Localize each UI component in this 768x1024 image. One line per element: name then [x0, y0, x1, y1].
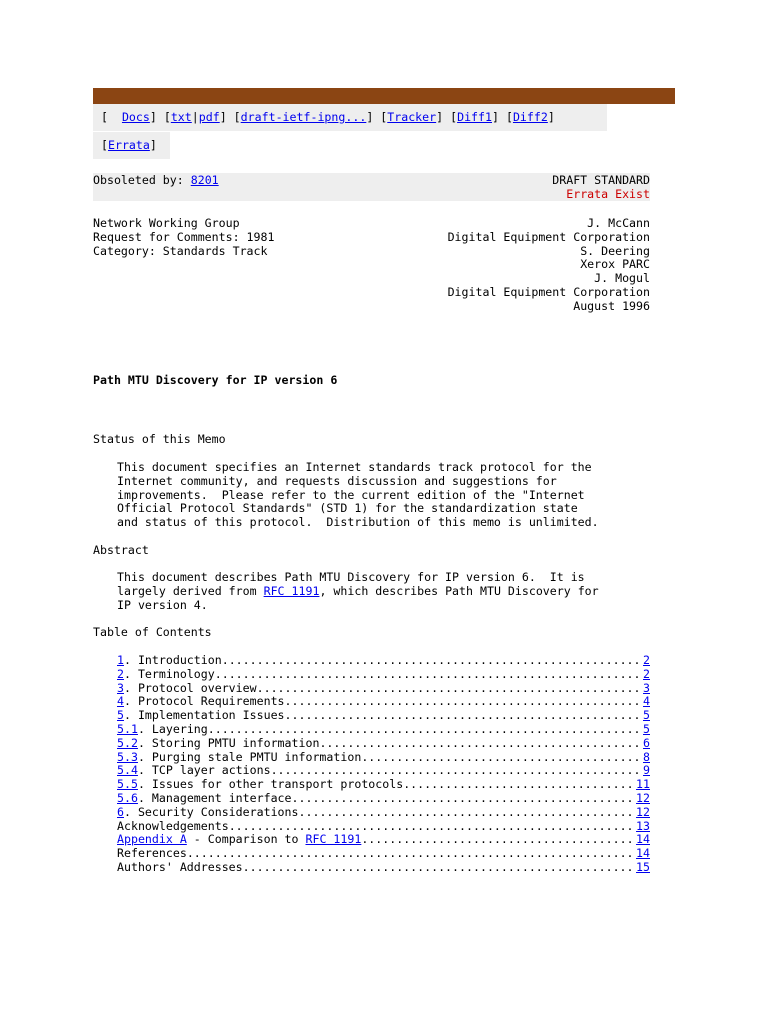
- toc-page-link[interactable]: 14: [636, 832, 650, 847]
- toc-num-link[interactable]: 5.6: [117, 790, 138, 805]
- diff1-link[interactable]: Diff1: [457, 110, 492, 124]
- toc-page-link[interactable]: 12: [636, 804, 650, 819]
- toc-page-link[interactable]: 2: [643, 653, 650, 667]
- status-line-1: This document specifies an Internet standards track protocol for the: [117, 460, 592, 474]
- toc-num-link[interactable]: 5: [117, 708, 124, 723]
- author-3: J. Mogul: [594, 271, 650, 286]
- obsoleted-link[interactable]: 8201: [190, 173, 219, 187]
- toc-page-link[interactable]: 14: [636, 846, 650, 861]
- abstract-line-3: IP version 4.: [117, 597, 208, 612]
- toc-row: 5.4 . TCP layer actions ..... 9: [117, 764, 650, 778]
- date: August 1996: [573, 298, 650, 313]
- affiliation-3: Digital Equipment Corporation: [447, 285, 650, 299]
- toc-num-link[interactable]: 3: [117, 680, 124, 695]
- toc-page-link[interactable]: 3: [643, 680, 650, 695]
- txt-link[interactable]: txt: [170, 110, 192, 124]
- toc-row: 5 . Implementation Issues ..... 5: [117, 709, 650, 723]
- toc-page-link[interactable]: 11: [636, 777, 650, 792]
- status-line-3: improvements. Please refer to the current edition of the "Internet: [117, 487, 585, 502]
- toc-row: Appendix A - Comparison to RFC 1191 ..... 14: [117, 833, 650, 847]
- toc-row: 6 . Security Considerations ..... 12: [117, 806, 650, 820]
- toc-row: Authors' Addresses ..... 15: [117, 861, 650, 875]
- toc-num-link[interactable]: 5.5: [117, 777, 138, 792]
- toc-row: 4 . Protocol Requirements ..... 4: [117, 695, 650, 709]
- pdf-link[interactable]: pdf: [198, 110, 220, 124]
- rfc1191-toc-link[interactable]: RFC 1191: [305, 832, 362, 847]
- status-line-5: and status of this protocol. Distribution of this memo is unlimited.: [117, 515, 599, 530]
- toc-page-link[interactable]: 15: [636, 859, 650, 874]
- status-line-4: Official Protocol Standards" (STD 1) for the standardization state: [117, 501, 578, 516]
- top-color-bar: [93, 88, 675, 104]
- toc-page-link[interactable]: 4: [643, 694, 650, 709]
- header-left-1: Network Working Group: [93, 216, 240, 230]
- errata-link[interactable]: Errata: [107, 138, 150, 152]
- abstract-heading: Abstract: [93, 543, 149, 557]
- nav-bar: [ Docs] [txt|pdf] [draft-ietf-ipng...] [Tracker] [Diff1] [Diff2]: [93, 104, 607, 131]
- page-title: Path MTU Discovery for IP version 6: [93, 373, 338, 387]
- toc-row: 5.2 . Storing PMTU information ..... 6: [117, 737, 650, 751]
- toc-row: Acknowledgements ..... 13: [117, 820, 650, 834]
- toc-num-link[interactable]: 1: [117, 653, 124, 667]
- affiliation-2: Xerox PARC: [580, 257, 650, 272]
- toc-page-link[interactable]: 5: [643, 721, 650, 736]
- toc-num-link[interactable]: 5.4: [117, 763, 138, 778]
- errata-nav: [Errata]: [93, 132, 170, 159]
- appendix-a-link[interactable]: Appendix A: [117, 832, 187, 847]
- status-heading: Status of this Memo: [93, 432, 226, 446]
- toc-row: 1 . Introduction ..... 2: [117, 654, 650, 668]
- rfc1191-link[interactable]: RFC 1191: [263, 583, 320, 598]
- toc-page-link[interactable]: 12: [636, 790, 650, 805]
- docs-link[interactable]: Docs: [121, 110, 150, 124]
- abstract-line-2: largely derived from RFC 1191, which describes Path MTU Discovery for: [117, 583, 599, 598]
- errata-exist: Errata Exist: [566, 186, 650, 201]
- abstract-line-1: This document describes Path MTU Discovery for IP version 6. It is: [117, 570, 585, 584]
- standard-status: DRAFT STANDARD: [552, 173, 650, 187]
- toc-row: 3 . Protocol overview ..... 3: [117, 682, 650, 696]
- toc-num-link[interactable]: 2: [117, 666, 124, 681]
- tracker-link[interactable]: Tracker: [387, 110, 437, 124]
- author-1: J. McCann: [587, 216, 650, 230]
- toc-num-link[interactable]: 5.2: [117, 735, 138, 750]
- toc-page-link[interactable]: 2: [643, 666, 650, 681]
- status-line-2: Internet community, and requests discussion and suggestions for: [117, 473, 557, 488]
- author-2: S. Deering: [580, 243, 650, 258]
- toc-row: 5.6 . Management interface ..... 12: [117, 792, 650, 806]
- diff2-link[interactable]: Diff2: [512, 110, 548, 124]
- toc-row: 5.1 . Layering ..... 5: [117, 723, 650, 737]
- toc-row: 5.3 . Purging stale PMTU information ..... 8: [117, 751, 650, 765]
- header-left-2: Request for Comments: 1981: [93, 229, 275, 244]
- toc-page-link[interactable]: 9: [643, 763, 650, 778]
- toc-page-link[interactable]: 13: [636, 818, 650, 833]
- toc-num-link[interactable]: 5.1: [117, 721, 138, 736]
- toc-num-link[interactable]: 4: [117, 694, 124, 709]
- toc-page-link[interactable]: 6: [643, 735, 650, 750]
- obsoleted-by: Obsoleted by: 8201: [93, 173, 219, 187]
- table-of-contents: [117, 654, 650, 875]
- toc-row: References ..... 14: [117, 847, 650, 861]
- draft-link[interactable]: draft-ietf-ipng...: [240, 110, 367, 124]
- affiliation-1: Digital Equipment Corporation: [447, 229, 650, 244]
- toc-page-link[interactable]: 5: [643, 708, 650, 723]
- toc-page-link[interactable]: 8: [643, 749, 650, 764]
- toc-row: 5.5 . Issues for other transport protocols ..... 11: [117, 778, 650, 792]
- toc-row: 2 . Terminology ..... 2: [117, 668, 650, 682]
- toc-num-link[interactable]: 6: [117, 804, 124, 819]
- toc-heading: Table of Contents: [93, 625, 212, 639]
- toc-num-link[interactable]: 5.3: [117, 749, 138, 764]
- header-left-3: Category: Standards Track: [93, 243, 268, 258]
